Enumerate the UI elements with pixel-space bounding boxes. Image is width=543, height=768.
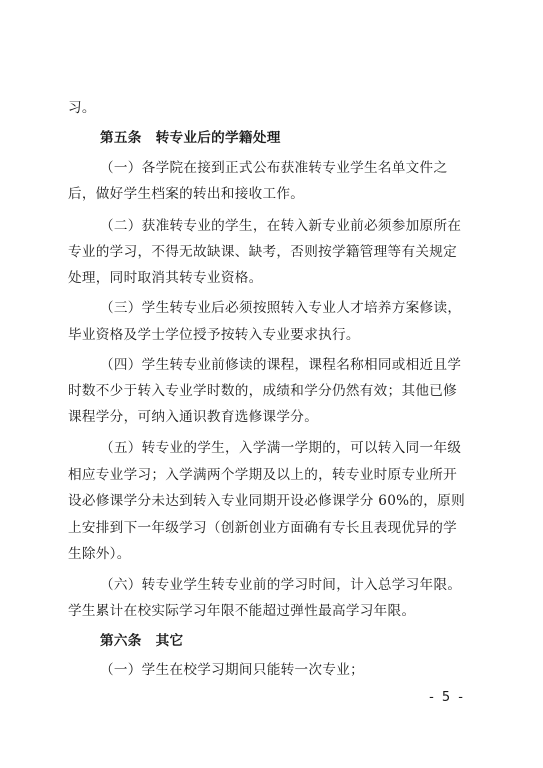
body-text-line: 后，做好学生档案的转出和接收工作。 xyxy=(68,186,305,202)
body-text-line: 学生累计在校实际学习年限不能超过弹性最高学习年限。 xyxy=(68,603,416,619)
body-text-line: 生除外）。 xyxy=(68,546,131,562)
body-text-line: 相应专业学习；入学满两个学期及以上的，转专业时原专业所开 xyxy=(68,467,458,483)
body-text-line: 毕业资格及学士学位授予按转入专业要求执行。 xyxy=(68,327,360,343)
body-text-line: 设必修课学分未达到转入专业同期开设必修课学分 60%的，原则 xyxy=(68,493,465,509)
body-text-line: 课程学分，可纳入通识教育选修课学分。 xyxy=(68,409,319,425)
page-number: - 5 - xyxy=(429,690,465,705)
body-text-line: （四）学生转专业前修读的课程，课程名称相同或相近且学 xyxy=(100,357,462,373)
body-text-line: （五）转专业的学生，入学满一学期的，可以转入同一年级 xyxy=(100,440,462,456)
article-6-heading: 第六条 其它 xyxy=(100,633,184,649)
body-text-line: 习。 xyxy=(68,100,96,116)
body-text-line: （一）学生在校学习期间只能转一次专业； xyxy=(100,662,364,678)
body-text-line: 上安排到下一年级学习（创新创业方面确有专长且表现优异的学 xyxy=(68,520,458,536)
body-text-line: 处理，同时取消其转专业资格。 xyxy=(68,270,263,286)
body-text-line: （一）各学院在接到正式公布获准转专业学生名单文件之 xyxy=(100,160,448,176)
body-text-line: 时数不少于转入专业学时数的，成绩和学分仍然有效；其他已修 xyxy=(68,383,458,399)
body-text-line: （三）学生转专业后必须按照转入专业人才培养方案修读， xyxy=(100,300,462,316)
body-text-line: （二）获准转专业的学生，在转入新专业前必须参加原所在 xyxy=(100,218,462,234)
body-text-line: 专业的学习，不得无故缺课、缺考，否则按学籍管理等有关规定 xyxy=(68,244,458,260)
body-text-line: （六）转专业学生转专业前的学习时间，计入总学习年限。 xyxy=(100,577,462,593)
article-5-heading: 第五条 转专业后的学籍处理 xyxy=(100,130,281,146)
